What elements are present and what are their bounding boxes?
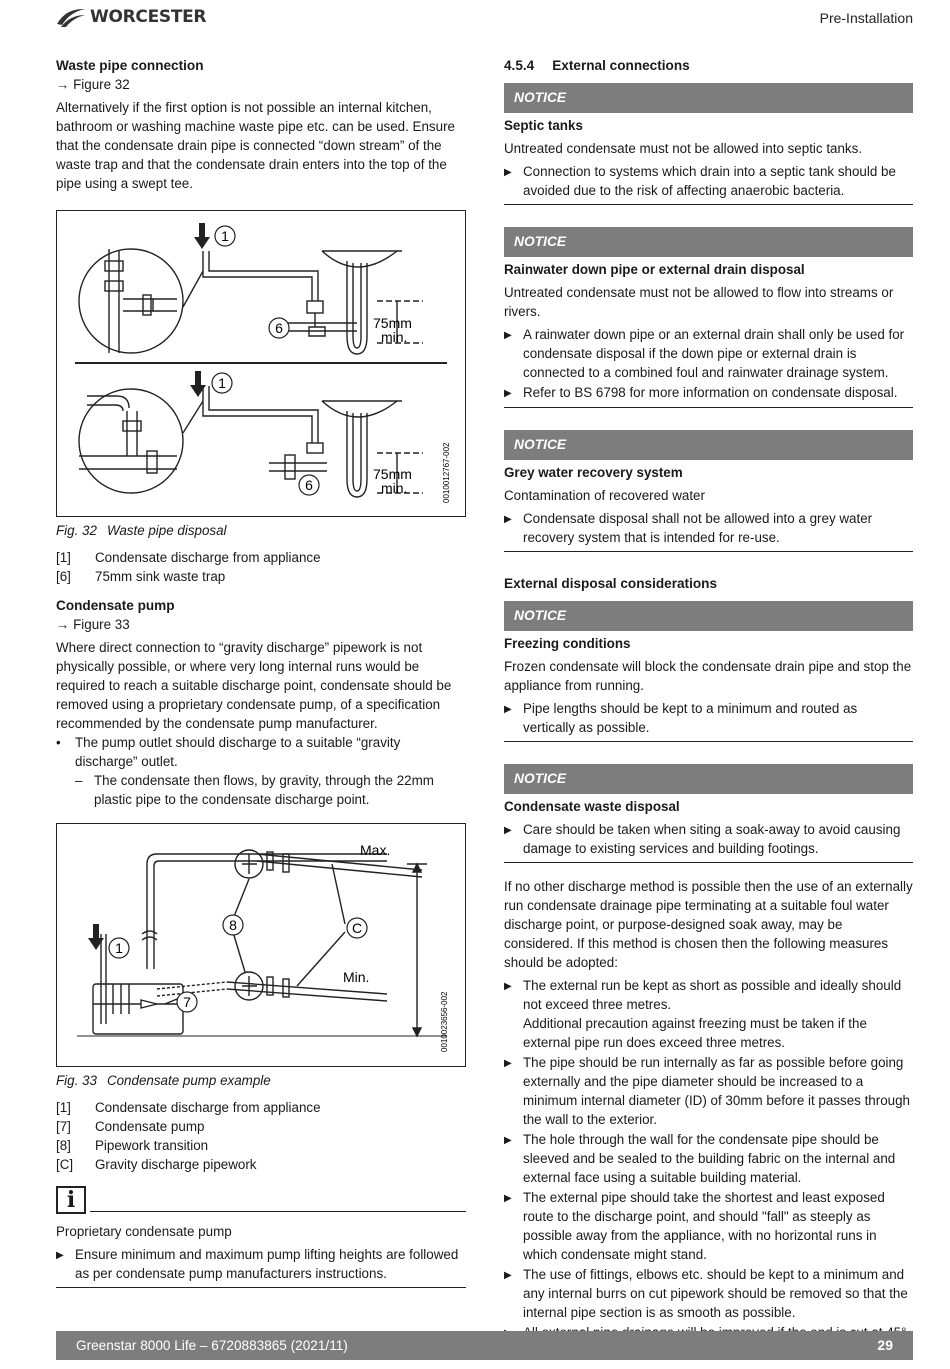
notice-bullet [504, 699, 913, 737]
trap-min-label-bottom: min. [381, 480, 408, 496]
legend-key: [8] [56, 1138, 71, 1153]
external-run-paragraph: If no other discharge method is possible then the use of an externally run condensate drainage pipe terminating at a suitable foul water discharge point, or purpose-designed soak away, may be considered. If this method is chosen then the following measures should be adopted: [504, 879, 913, 970]
notice-bullet [504, 383, 913, 403]
legend-text: 75mm sink waste trap [95, 569, 226, 584]
legend-text: Condensate discharge from appliance [95, 1100, 321, 1115]
measure-text: The pipe should be run internally as far as possible before going externally and the pipe diameter should be increased to a minimum internal diameter (ID) of 30mm before it passes through the wall to the exterior. [523, 1055, 910, 1127]
notice-bar: NOTICE [504, 83, 913, 113]
brand-logo [56, 6, 206, 28]
triangle-bullet-icon: ▶ [504, 1193, 512, 1204]
info-bullet [56, 1245, 466, 1283]
waste-pipe-heading: Waste pipe connection [56, 58, 204, 73]
section-title: External connections [552, 58, 690, 73]
notice-rainwater [504, 227, 913, 408]
legend-key: [1] [56, 1100, 71, 1115]
measure-text: The external run be kept as short as possible and ideally should not exceed three metres. [523, 978, 902, 1012]
legend-row [56, 1098, 466, 1117]
measure-item [504, 1188, 913, 1264]
notice-bar: NOTICE [504, 430, 913, 460]
measure-extra: Additional precaution against freezing must be taken if the external pipe run does exceed three metres. [523, 1016, 867, 1050]
legend-row [56, 1117, 466, 1136]
pump-bullet-text: The pump outlet should discharge to a suitable “gravity discharge” outlet. [75, 735, 401, 769]
measure-text: The hole through the wall for the condensate pipe should be sleeved and be sealed to the building fabric on the internal and external face using a suitable building material. [523, 1132, 896, 1185]
right-column [504, 56, 913, 1361]
notice-waste-disposal [504, 764, 913, 863]
triangle-bullet-icon: ▶ [504, 388, 512, 399]
triangle-bullet-icon: ▶ [504, 330, 512, 341]
figure-32-legend [56, 548, 466, 586]
notice-bar: NOTICE [504, 227, 913, 257]
bullet-dot-icon: • [56, 735, 61, 750]
notice-bullet-text: Refer to BS 6798 for more information on condensate disposal. [523, 385, 898, 400]
legend-text: Pipework transition [95, 1138, 209, 1153]
notice-bullet-text: Care should be taken when siting a soak-away to avoid causing damage to existing services and building footings. [523, 822, 901, 856]
info-icon: i [56, 1186, 86, 1214]
max-height-label: Max. [360, 842, 391, 858]
notice-bullet-text: Condensate disposal shall not be allowed into a grey water recovery system that is intended for re-use. [523, 511, 873, 545]
trap-min-label-top: min. [381, 329, 408, 345]
notice-title: Grey water recovery system [504, 465, 683, 480]
figure-code: 0010012767-002 [442, 442, 451, 503]
notice-title: Rainwater down pipe or external drain disposal [504, 262, 805, 277]
notice-bullet-text: Pipe lengths should be kept to a minimum and routed as vertically as possible. [523, 701, 858, 735]
legend-key: [C] [56, 1157, 74, 1172]
figure-32-number: Fig. 32 [56, 523, 97, 538]
notice-title: Septic tanks [504, 118, 583, 133]
measure-text: The use of fittings, elbows etc. should be kept to a minimum and any internal burrs on cut pipework should be removed so that the internal pipe section is as smooth as possible. [523, 1267, 908, 1320]
triangle-bullet-icon: ▶ [56, 1250, 64, 1261]
notice-bullet-text: A rainwater down pipe or an external drain shall only be used for condensate disposal if the down pipe or external drain is connected to a combined foul and rainwater drainage system. [523, 327, 905, 380]
measures-list [504, 976, 913, 1361]
callout-6-top: 6 [275, 320, 283, 336]
triangle-bullet-icon: ▶ [504, 1058, 512, 1069]
brand-name: WORCESTER [90, 6, 207, 27]
legend-row [56, 567, 466, 586]
legend-text: Gravity discharge pipework [95, 1157, 257, 1172]
info-title: Proprietary condensate pump [56, 1224, 232, 1239]
section-heading [504, 56, 913, 75]
measure-text: The external pipe should take the shortest and least exposed route to the discharge point, and should "fall" as steeply as possible away from the appliance, with no horizontal runs in which condensate might stand. [523, 1190, 885, 1262]
legend-key: [1] [56, 550, 71, 565]
pump-bullet [56, 733, 466, 771]
figure-32-caption [56, 521, 466, 540]
triangle-bullet-icon: ▶ [504, 981, 512, 992]
condensate-pump-paragraph: Where direct connection to “gravity discharge” pipework is not physically possible, or where very long internal runs would be required to reach a suitable discharge point, condensate should be removed using a proprietary condensate pump, of a specification recommended by the condensate pump manufacturer. [56, 640, 452, 731]
notice-bar: NOTICE [504, 601, 913, 631]
legend-key: [6] [56, 569, 71, 584]
figure-33-legend [56, 1098, 466, 1174]
legend-row [56, 548, 466, 567]
notice-text: Untreated condensate must not be allowed into septic tanks. [504, 141, 863, 156]
notice-freezing [504, 601, 913, 742]
figure-33-ref: → Figure 33 [56, 617, 130, 632]
legend-key: [7] [56, 1119, 71, 1134]
figure-33-title: Condensate pump example [106, 1073, 271, 1088]
min-height-label: Min. [343, 969, 370, 985]
measure-item [504, 976, 913, 1052]
figure-33 [56, 823, 466, 1067]
notice-bullet [504, 325, 913, 382]
figure-32-title: Waste pipe disposal [106, 523, 227, 538]
measure-item [504, 1053, 913, 1129]
legend-row [56, 1155, 466, 1174]
waste-pipe-paragraph: Alternatively if the first option is not possible an internal kitchen, bathroom or washing machine waste pipe etc. can be used. Ensure that the condensate drain pipe is connected “down stream” of the waste trap and that the condensate drain enters into the top of the pipe using a swept tee. [56, 100, 455, 191]
notice-bullet-text: Connection to systems which drain into a septic tank should be avoided due to the risk of affecting anaerobic bacteria. [523, 164, 896, 198]
notice-title: Freezing conditions [504, 636, 631, 651]
triangle-bullet-icon: ▶ [504, 1270, 512, 1281]
figure-32 [56, 210, 466, 517]
condensate-pump-diagram [57, 824, 465, 1066]
pump-sub-bullet [56, 771, 466, 809]
callout-c: C [351, 920, 363, 936]
info-header [56, 1186, 466, 1214]
callout-1-top: 1 [221, 228, 229, 244]
info-bullet-text: Ensure minimum and maximum pump lifting heights are followed as per condensate pump manufacturers instructions. [75, 1247, 459, 1281]
notice-bullet [504, 820, 913, 858]
callout-8: 8 [229, 917, 237, 933]
external-disposal-heading: External disposal considerations [504, 576, 718, 591]
legend-text: Condensate discharge from appliance [95, 550, 321, 565]
trap-depth-label-top: 75mm [373, 315, 412, 331]
notice-bar: NOTICE [504, 764, 913, 794]
figure-33-caption [56, 1071, 466, 1090]
figure-32-ref: → Figure 32 [56, 77, 130, 92]
callout-1-bottom: 1 [218, 375, 226, 391]
condensate-pump-heading: Condensate pump [56, 598, 175, 613]
callout-1: 1 [115, 940, 123, 956]
triangle-bullet-icon: ▶ [504, 704, 512, 715]
notice-bullet [504, 162, 913, 200]
page-footer [56, 1331, 913, 1360]
measure-item [504, 1265, 913, 1322]
notice-text: Contamination of recovered water [504, 488, 705, 503]
dash-icon: – [75, 773, 83, 788]
triangle-bullet-icon: ▶ [504, 825, 512, 836]
waste-pipe-diagram [57, 211, 465, 516]
measure-item [504, 1130, 913, 1187]
callout-6-bottom: 6 [305, 477, 313, 493]
legend-row [56, 1136, 466, 1155]
figure-33-number: Fig. 33 [56, 1073, 97, 1088]
legend-text: Condensate pump [95, 1119, 205, 1134]
notice-text: Untreated condensate must not be allowed to flow into streams or rivers. [504, 285, 894, 319]
divider [90, 1211, 466, 1212]
trap-depth-label-bottom: 75mm [373, 466, 412, 482]
footer-document-id: Greenstar 8000 Life – 6720883865 (2021/11) [76, 1338, 348, 1353]
triangle-bullet-icon: ▶ [504, 514, 512, 525]
notice-bullet [504, 509, 913, 547]
notice-grey-water [504, 430, 913, 552]
figure-code: 0010023656-002 [440, 991, 449, 1052]
callout-7: 7 [183, 994, 191, 1010]
left-column [56, 56, 466, 1288]
notice-title: Condensate waste disposal [504, 799, 680, 814]
section-number: 4.5.4 [504, 58, 535, 73]
notice-text: Frozen condensate will block the condensate drain pipe and stop the appliance from running. [504, 659, 912, 693]
page-number: 29 [877, 1337, 893, 1353]
section-label: Pre-Installation [819, 10, 913, 26]
triangle-bullet-icon: ▶ [504, 167, 512, 178]
triangle-bullet-icon: ▶ [504, 1135, 512, 1146]
worcester-logo-icon [56, 6, 86, 28]
info-block [56, 1245, 466, 1288]
pump-sub-bullet-text: The condensate then flows, by gravity, through the 22mm plastic pipe to the condensate discharge point. [94, 773, 434, 807]
notice-septic [504, 83, 913, 205]
